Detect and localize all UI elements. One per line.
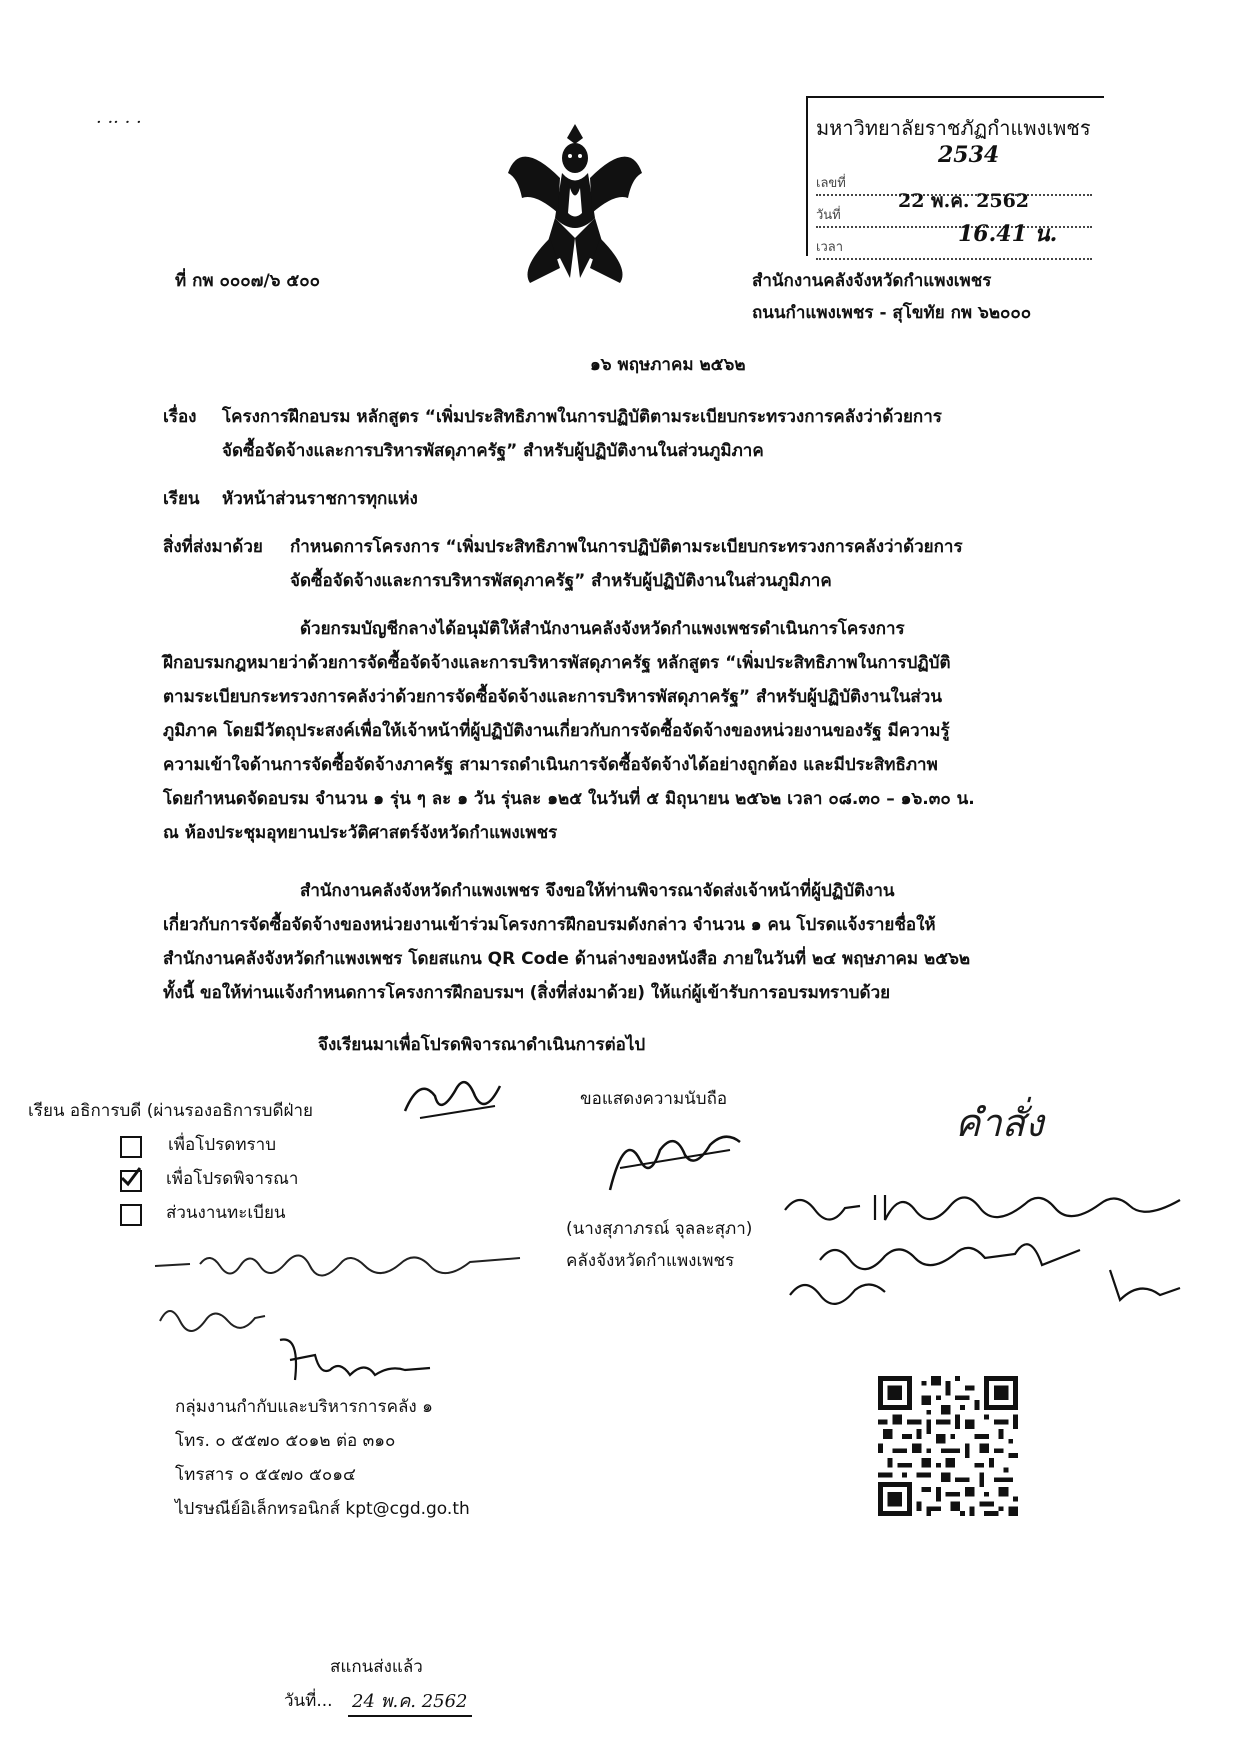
scan-date-value: 24 พ.ค. 2562 [348, 1686, 472, 1717]
enclosure-label: สิ่งที่ส่งมาด้วย [163, 537, 263, 557]
paragraph-1-line: โดยกำหนดจัดอบรม จำนวน ๑ รุ่น ๆ ละ ๑ วัน รุ่นละ ๑๒๕ ในวันที่ ๕ มิถุนายน ๒๕๖๒ เวลา ๐๘.๓๐ – ๑๖.๓๐ น. [163, 789, 975, 809]
stamp-time-line: เวลา [816, 236, 1092, 260]
signer-name: (นางสุภาภรณ์ จุลละสุภา) [566, 1219, 753, 1239]
subject-label: เรื่อง [163, 407, 197, 427]
routing-scribble-signature [400, 1066, 510, 1126]
option-registry-unit-label: ส่วนงานทะเบียน [166, 1203, 286, 1223]
contact-fax: โทรสาร ๐ ๕๕๗๐ ๕๐๑๔ [175, 1465, 356, 1485]
stamp-date-value: 22 พ.ค. 2562 [898, 190, 1030, 212]
enclosure-line-2: จัดซื้อจัดจ้างและการบริหารพัสดุภาครัฐ” สำหรับผู้ปฏิบัติงานในส่วนภูมิภาค [290, 571, 832, 591]
stamp-number-line: เลขที่ [816, 172, 1092, 196]
command-handwritten-note [780, 1170, 1200, 1310]
receipt-stamp [806, 96, 1104, 256]
salutation-label: เรียน [163, 489, 200, 509]
reference-number: ที่ กพ ๐๐๐๗/๖ ๕๐๐ [175, 271, 320, 291]
paragraph-2-line: เกี่ยวกับการจัดซื้อจัดจ้างของหน่วยงานเข้าร่วมโครงการฝึกอบรมดังกล่าว จำนวน ๑ คน โปรดแจ้งรายชื่อให้ [163, 915, 936, 935]
option-for-information-label: เพื่อโปรดทราบ [168, 1135, 276, 1155]
stamp-number-value: 2534 [938, 142, 1000, 168]
paragraph-1-line: ฝึกอบรมกฎหมายว่าด้วยการจัดซื้อจัดจ้างและการบริหารพัสดุภาครัฐ หลักสูตร “เพิ่มประสิทธิภาพในการปฏิบัติ [163, 653, 951, 673]
scan-date-label: วันที่... [284, 1691, 333, 1711]
checkbox-registry-unit[interactable] [120, 1204, 142, 1226]
office-name: สำนักงานคลังจังหวัดกำแพงเพชร [752, 271, 992, 291]
salutation-recipient: หัวหน้าส่วนราชการทุกแห่ง [222, 489, 418, 509]
signer-signature [600, 1120, 750, 1200]
stamp-university: มหาวิทยาลัยราชภัฏกำแพงเพชร [816, 116, 1091, 140]
paragraph-1-line: ณ ห้องประชุมอุทยานประวัติศาสตร์จังหวัดกำแพงเพชร [163, 823, 558, 843]
regards-text: ขอแสดงความนับถือ [580, 1089, 728, 1109]
contact-unit: กลุ่มงานกำกับและบริหารการคลัง ๑ [175, 1397, 433, 1417]
stamp-time-value: 16.41 น. [958, 221, 1058, 247]
letter-date: ๑๖ พฤษภาคม ๒๕๖๒ [590, 355, 746, 375]
handwritten-signature-left [270, 1330, 440, 1390]
contact-phone: โทร. ๐ ๕๕๗๐ ๕๐๑๒ ต่อ ๓๑๐ [175, 1431, 396, 1451]
checkbox-for-information[interactable] [120, 1136, 142, 1158]
paragraph-1-line: ตามระเบียบกระทรวงการคลังว่าด้วยการจัดซื้อจัดจ้างและการบริหารพัสดุภาครัฐ” สำหรับผู้ปฏิบัติงานในส่วน [163, 687, 942, 707]
routing-label: เรียน อธิการบดี (ผ่านรองอธิการบดีฝ่าย [28, 1101, 313, 1121]
contact-email: ไปรษณีย์อิเล็กทรอนิกส์ kpt@cgd.go.th [175, 1499, 470, 1519]
checkbox-for-consideration[interactable] [120, 1170, 142, 1192]
option-for-consideration-label: เพื่อโปรดพิจารณา [166, 1169, 299, 1189]
paragraph-1-line: ความเข้าใจด้านการจัดซื้อจัดจ้างภาครัฐ สามารถดำเนินการจัดซื้อจัดจ้างได้อย่างถูกต้อง และมีประสิทธิภาพ [163, 755, 938, 775]
command-heading: คำสั่ง [955, 1101, 1044, 1145]
subject-line-1: โครงการฝึกอบรม หลักสูตร “เพิ่มประสิทธิภาพในการปฏิบัติตามระเบียบกระทรวงการคลังว่าด้วยการ [222, 407, 942, 427]
paragraph-2-line: สำนักงานคลังจังหวัดกำแพงเพชร โดยสแกน QR Code ด้านล่างของหนังสือ ภายในวันที่ ๒๔ พฤษภาคม ๒๕๖๒ [163, 949, 971, 969]
scan-sent-label: สแกนส่งแล้ว [330, 1657, 423, 1677]
paragraph-1-line: ภูมิภาค โดยมีวัตถุประสงค์เพื่อให้เจ้าหน้าที่ผู้ปฏิบัติงานเกี่ยวกับการจัดซื้อจัดจ้างของหน่วยงานของรัฐ มีความรู้ [163, 721, 950, 741]
check-mark-icon [120, 1166, 142, 1188]
office-address: ถนนกำแพงเพชร - สุโขทัย กพ ๖๒๐๐๐ [752, 303, 1032, 323]
paragraph-2-line: ทั้งนี้ ขอให้ท่านแจ้งกำหนดการโครงการฝึกอบรมฯ (สิ่งที่ส่งมาด้วย) ให้แก่ผู้เข้ารับการอบรมทราบด้วย [163, 983, 891, 1003]
qr-code-icon[interactable] [878, 1376, 1018, 1516]
signer-title: คลังจังหวัดกำแพงเพชร [566, 1251, 735, 1271]
enclosure-line-1: กำหนดการโครงการ “เพิ่มประสิทธิภาพในการปฏิบัติตามระเบียบกระทรวงการคลังว่าด้วยการ [290, 537, 963, 557]
stamp-date-line: วันที่ [816, 204, 1092, 228]
paragraph-2-line: สำนักงานคลังจังหวัดกำแพงเพชร จึงขอให้ท่านพิจารณาจัดส่งเจ้าหน้าที่ผู้ปฏิบัติงาน [300, 881, 895, 901]
subject-line-2: จัดซื้อจัดจ้างและการบริหารพัสดุภาครัฐ” สำหรับผู้ปฏิบัติงานในส่วนภูมิภาค [222, 441, 764, 461]
paragraph-1-line: ด้วยกรมบัญชีกลางได้อนุมัติให้สำนักงานคลังจังหวัดกำแพงเพชรดำเนินการโครงการ [300, 619, 905, 639]
closing-line: จึงเรียนมาเพื่อโปรดพิจารณาดำเนินการต่อไป [318, 1035, 646, 1055]
scan-specks: · ·· · · [96, 112, 142, 133]
garuda-emblem-icon [500, 118, 650, 288]
